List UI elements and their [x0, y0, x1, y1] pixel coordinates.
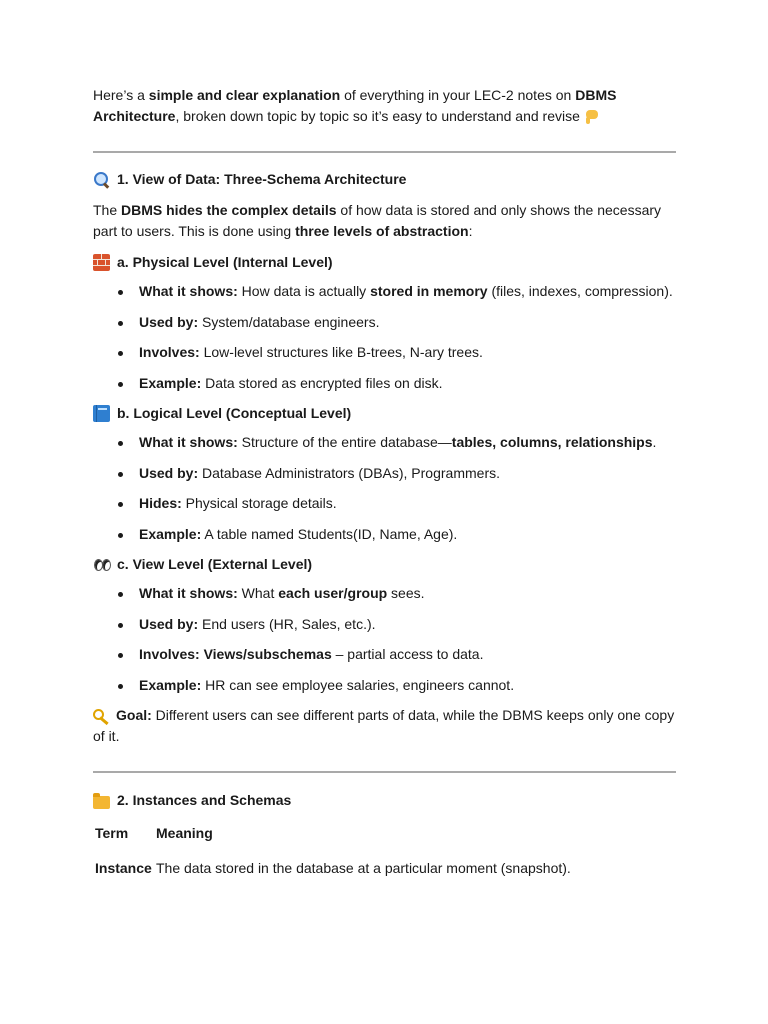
- blue-book-icon: [93, 405, 110, 422]
- eyes-icon: [93, 556, 110, 573]
- intro-paragraph: [93, 85, 676, 127]
- list-item: [139, 373, 676, 394]
- para-text: :: [468, 223, 473, 239]
- item-label: Involves:: [139, 344, 200, 360]
- para-bold: DBMS hides the complex details: [121, 202, 337, 218]
- item-label: Used by:: [139, 313, 199, 330]
- list-item: [139, 312, 676, 333]
- list-item: [139, 493, 676, 514]
- intro-bold: simple and clear explanation: [148, 87, 341, 103]
- section-heading-instances-schemas: [93, 790, 676, 811]
- item-text: – partial access to data.: [331, 646, 484, 662]
- item-label: What it shows:: [139, 283, 238, 299]
- section-paragraph: [93, 200, 676, 242]
- intro-bold: DBMS Architecture: [93, 87, 617, 124]
- bullet-list-logical: [93, 432, 676, 545]
- section-heading-view-of-data: [93, 169, 676, 190]
- goal-label: Goal:: [116, 707, 152, 723]
- item-label: What it shows:: [139, 434, 238, 450]
- item-label: Used by:: [139, 464, 199, 481]
- table-cell-term: Instance: [95, 860, 152, 876]
- list-item: [139, 432, 676, 453]
- section-divider: [93, 771, 676, 773]
- list-item: [139, 675, 676, 696]
- list-item: [139, 342, 676, 363]
- item-label: Hides:: [139, 495, 182, 511]
- bullet-list-view: [93, 583, 676, 696]
- item-label: Example:: [139, 525, 202, 542]
- intro-text: , broken down topic by topic so it’s easy to understand and revise: [175, 108, 580, 124]
- item-text: (files, indexes, compression).: [487, 283, 673, 299]
- item-label: Example:: [139, 676, 202, 693]
- subheading-title: a. Physical Level (Internal Level): [117, 254, 333, 270]
- item-text: A table named Students(ID, Name, Age).: [201, 525, 458, 542]
- document-content: [93, 85, 676, 879]
- magnifying-glass-icon: [93, 171, 110, 188]
- item-label: Used by:: [139, 615, 199, 632]
- item-text: Structure of the entire database—: [237, 434, 452, 450]
- item-label: What it shows:: [139, 585, 238, 601]
- list-item: [139, 281, 676, 302]
- list-item: [139, 524, 676, 545]
- intro-text: Here’s a: [93, 87, 149, 103]
- subheading-title: b. Logical Level (Conceptual Level): [117, 405, 352, 421]
- item-text: Physical storage details.: [181, 495, 337, 511]
- para-bold: three levels of abstraction: [295, 223, 469, 239]
- folder-icon: [93, 796, 110, 809]
- item-bold: tables, columns, relationships: [451, 434, 653, 450]
- item-text: Low-level structures like B-trees, N-ary trees.: [199, 344, 483, 360]
- item-text: System/database engineers.: [198, 313, 380, 330]
- item-bold: stored in memory: [370, 283, 488, 299]
- item-text: HR can see employee salaries, engineers cannot.: [201, 676, 515, 693]
- section-divider: [93, 151, 676, 153]
- subheading-view-level: [93, 554, 676, 575]
- column-header-term: Term: [95, 825, 129, 841]
- list-item: [139, 463, 676, 484]
- goal-text: Different users can see different parts of data, while the DBMS keeps only one copy of it.: [93, 707, 675, 744]
- item-text: .: [652, 434, 657, 450]
- list-item: [139, 583, 676, 604]
- item-bold: each user/group: [278, 585, 388, 601]
- subheading-logical-level: [93, 403, 676, 424]
- item-text: Data stored as encrypted files on disk.: [201, 374, 443, 391]
- table-cell-meaning: The data stored in the database at a particular moment (snapshot).: [156, 860, 571, 876]
- list-item: [139, 644, 676, 665]
- para-text: The: [93, 202, 122, 218]
- subheading-physical-level: [93, 252, 676, 273]
- subheading-title: c. View Level (External Level): [117, 556, 313, 572]
- bullet-list-physical: [93, 281, 676, 394]
- brick-icon: [93, 254, 110, 271]
- item-label: Example:: [139, 374, 202, 391]
- section-title: 1. View of Data: Three-Schema Architecture: [117, 171, 407, 187]
- key-icon: [93, 708, 110, 725]
- section-title: 2. Instances and Schemas: [117, 792, 292, 808]
- item-text: How data is actually: [237, 283, 371, 299]
- goal-paragraph: [93, 705, 676, 747]
- item-text: End users (HR, Sales, etc.).: [198, 615, 376, 632]
- list-item: [139, 614, 676, 635]
- intro-text: of everything in your LEC-2 notes on: [340, 87, 576, 103]
- pointing-down-icon: [583, 107, 600, 124]
- terms-table: [93, 823, 573, 879]
- table-row: [93, 858, 573, 879]
- item-text: sees.: [387, 585, 425, 601]
- table-header-row: [93, 823, 573, 858]
- item-text: What: [237, 585, 279, 601]
- item-text: Database Administrators (DBAs), Programmers.: [198, 464, 500, 481]
- column-header-meaning: Meaning: [156, 825, 213, 841]
- para-text: of how data is stored and only shows the necessary part to users. This is done using: [93, 202, 662, 239]
- item-label: Involves: Views/subschemas: [139, 646, 332, 662]
